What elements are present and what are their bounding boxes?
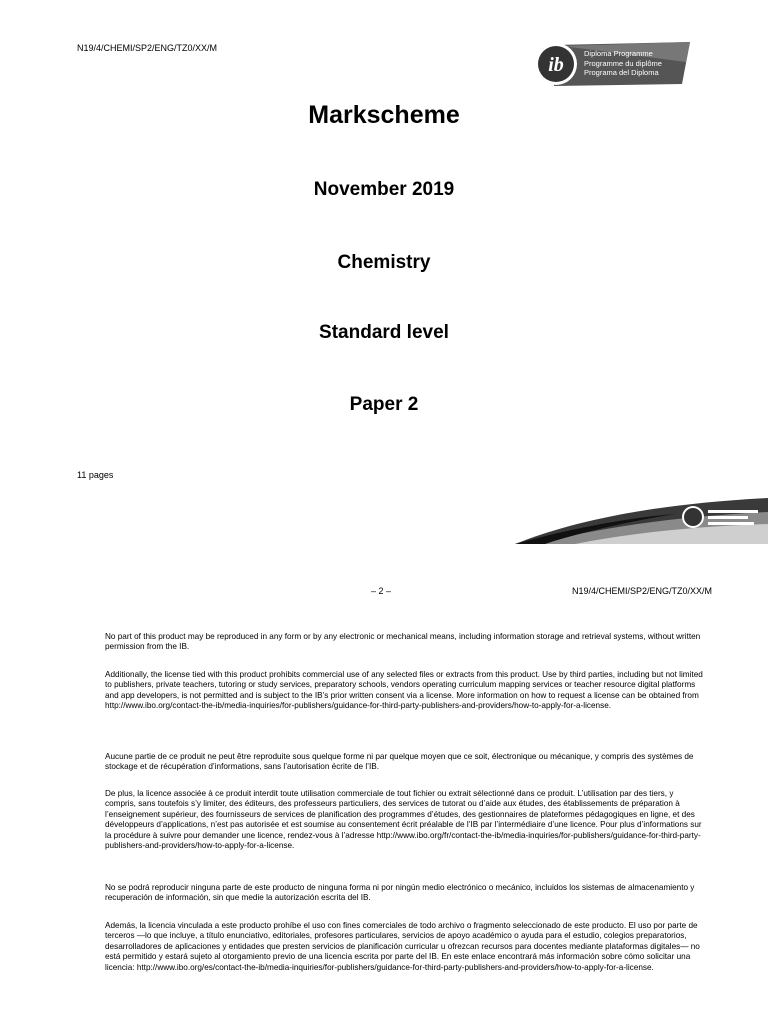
copyright-paragraph-en-1: No part of this product may be reproduced in any form or by any electronic or mechanical means, including information storage and retrieval systems, without written permission from the IB. (105, 632, 701, 652)
copyright-paragraph-es-1: No se podrá reproducir ninguna parte de este producto de ninguna forma ni por ningún medio electrónico o mecánico, incluidos los sistemas de almacenamiento y recuperación de información, sin que medie la autorización escrita del IB. (105, 883, 695, 903)
paper: Paper 2 (349, 394, 419, 415)
logo-line-3: Programa del Diploma (584, 68, 659, 77)
copyright-paragraph-fr-2: De plus, la licence associée à ce produit interdit toute utilisation commerciale de tout fichier ou extrait sélectionné dans ce produit. L’utilisation par des tiers, y compris, sans toutefois s’y limiter, des éditeurs, des professeurs particuliers, des services de tutorat ou d’aide aux études, des établissements de préparation à l’enseignement supérieur, des fournisseurs de services de planification des programmes d’études, des gestionnaires de plateformes pédagogiques en ligne, et des développeurs d’applications, n’est pas autorisée et est soumise au consentement écrit préalable de l’IB par l’intermédiaire d’une licence. Pour plus d’informations sur la procédure à suivre pour demander une licence, rendez-vous à l’adresse http://www.ibo.org/fr/contact-the-ib/media-inquiries/for-publishers/guidance-for-third-party-publishers-and-providers/how-to-apply-for-a-license. (105, 789, 702, 851)
copyright-paragraph-en-2: Additionally, the license tied with this product prohibits commercial use of any selected files or extracts from this product. Use by third parties, including but not limited to publishers, private teachers, tutoring or study services, preparatory schools, vendors operating curriculum mapping services or teacher resource digital platforms and app developers, is not permitted and is subject to the IB’s prior written consent via a license. More information on how to request a license can be obtained from http://www.ibo.org/contact-the-ib/media-inquiries/for-publishers/guidance-for-third-party-publishers-and-providers/how-to-apply-for-a-license. (105, 670, 703, 711)
page-number: – 2 – (371, 586, 392, 596)
level: Standard level (319, 322, 449, 343)
logo-line-1: Diploma Programme (584, 49, 653, 58)
exam-session: November 2019 (313, 179, 455, 200)
ib-swoosh-graphic (515, 490, 768, 544)
document-code: N19/4/CHEMI/SP2/ENG/TZ0/XX/M (77, 43, 218, 53)
logo-line-2: Programme du diplôme (584, 58, 662, 68)
svg-text:ib: ib (548, 54, 564, 76)
copyright-paragraph-es-2: Además, la licencia vinculada a este producto prohíbe el uso con fines comerciales de todo archivo o fragmento seleccionado de este producto. El uso por parte de terceros —lo que incluye, a título enunciativo, editoriales, profesores particulares, servicios de apoyo académico o ayuda para el estudio, colegios preparatorios, desarrolladores de aplicaciones y entidades que presten servicios de planificación curricular u ofrezcan recursos para docentes mediante plataformas digitales— no está permitido y estará sujeto al otorgamiento previo de una licencia escrita por parte del IB. En este enlace encontrará más información sobre cómo solicitar una licencia: http://www.ibo.org/es/contact-the-ib/media-inquiries/for-publishers/guidance-for-third-party-publishers-and-providers/how-to-apply-for-a-license. (105, 921, 700, 972)
document-code-page2: N19/4/CHEMI/SP2/ENG/TZ0/XX/M (572, 586, 713, 596)
copyright-paragraph-fr-1: Aucune partie de ce produit ne peut être reproduite sous quelque forme ni par quelque moyen que ce soit, électronique ou mécanique, y compris des systèmes de stockage et de récupération d’informations, sans l’autorisation écrite de l’IB. (105, 752, 694, 772)
logo-text (584, 49, 662, 78)
subject: Chemistry (337, 252, 431, 273)
document-title: Markscheme (308, 101, 460, 129)
page-count: 11 pages (77, 470, 114, 480)
ib-small-logo-icon (684, 508, 702, 526)
